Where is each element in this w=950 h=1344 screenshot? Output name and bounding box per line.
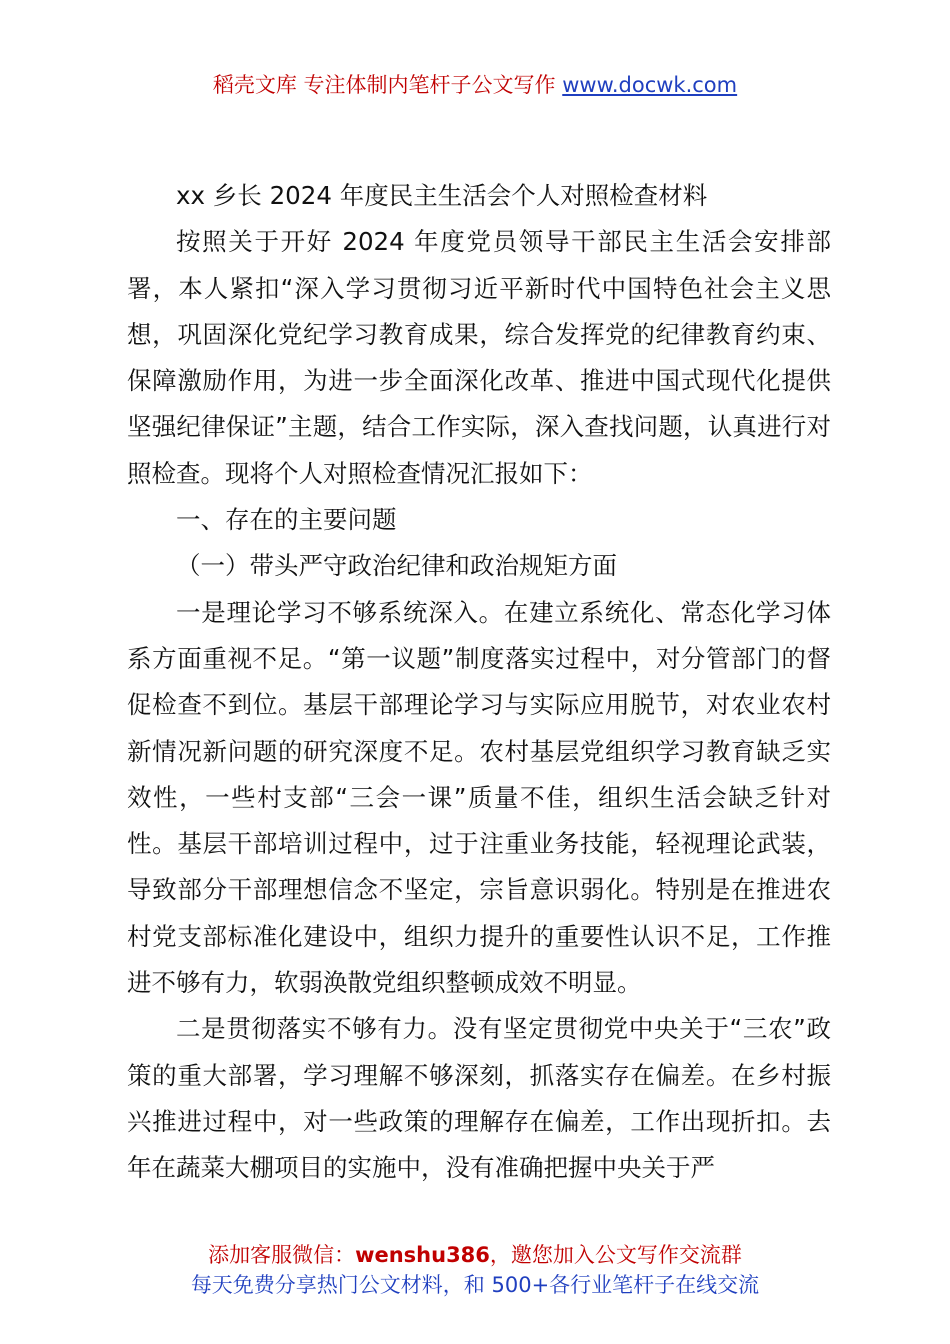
site-footer	[0, 1240, 950, 1300]
paragraph-point-2: 二是贯彻落实不够有力。没有坚定贯彻党中央关于“三农”政策的重大部署，学习理解不够深刻，抓落实存在偏差。在乡村振兴推进过程中，对一些政策的理解存在偏差，工作出现折扣。去年在蔬菜大棚项目的实施中，没有准确把握中央关于严	[127, 1014, 831, 1183]
footer-promo-line: 每天免费分享热门公文材料，和 500+各行业笔杆子在线交流	[190, 1273, 760, 1297]
paragraph-point-1: 一是理论学习不够系统深入。在建立系统化、常态化学习体系方面重视不足。“第一议题”制度落实过程中，对分管部门的督促检查不到位。基层干部理论学习与实际应用脱节，对农业农村新情况新问题的研究深度不足。农村基层党组织学习教育缺乏实效性，一些村支部“三会一课”质量不佳，组织生活会缺乏针对性。基层干部培训过程中，过于注重业务技能，轻视理论武装，导致部分干部理想信念不坚定，宗旨意识弱化。特别是在推进农村党支部标准化建设中，组织力提升的重要性认识不足，工作推进不够有力，软弱涣散党组织整顿成效不明显。	[127, 597, 831, 998]
footer-wechat-id: wenshu386	[355, 1243, 490, 1267]
document-title: xx 乡长 2024 年度民主生活会个人对照检查材料	[176, 181, 708, 210]
footer-contact-line	[0, 1240, 950, 1270]
header-url-link[interactable]: www.docwk.com	[562, 73, 738, 97]
site-header	[0, 70, 950, 100]
paragraph-intro: 按照关于开好 2024 年度党员领导干部民主生活会安排部署，本人紧扣“深入学习贯彻习近平新时代中国特色社会主义思想，巩固深化党纪学习教育成果，综合发挥党的纪律教育约束、保障激励作用，为进一步全面深化改革、推进中国式现代化提供坚强纪律保证”主题，结合工作实际，深入查找问题，认真进行对照检查。现将个人对照检查情况汇报如下：	[127, 227, 831, 488]
footer-contact-suffix: ，邀您加入公文写作交流群	[489, 1243, 742, 1267]
section-heading-1: 一、存在的主要问题	[176, 505, 397, 535]
header-brand: 稻壳文库 专注体制内笔杆子公文写作	[212, 73, 556, 97]
subsection-heading-1: （一）带头严守政治纪律和政治规矩方面	[176, 551, 617, 581]
footer-contact-prefix: 添加客服微信：	[208, 1243, 356, 1267]
document-body	[127, 173, 831, 1192]
